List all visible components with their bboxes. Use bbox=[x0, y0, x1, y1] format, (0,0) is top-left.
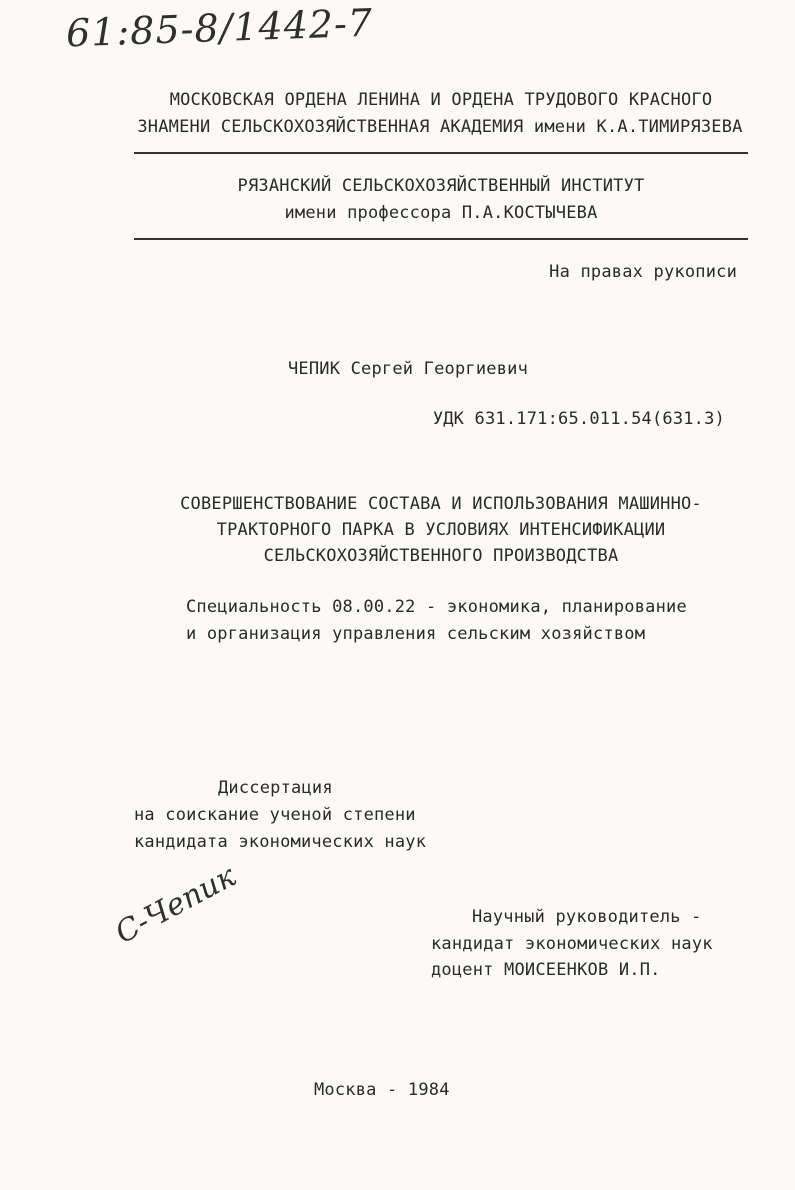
title-line-2: ТРАКТОРНОГО ПАРКА В УСЛОВИЯХ ИНТЕНСИФИКАЦИИ bbox=[216, 520, 666, 540]
archive-code-handwritten: 61:85-8/1442-7 bbox=[65, 0, 374, 56]
title-line-1: СОВЕРШЕНСТВОВАНИЕ СОСТАВА И ИСПОЛЬЗОВАНИЯ МАШИННО- bbox=[180, 494, 702, 514]
dissertation-degree-line-2: кандидата экономических наук bbox=[134, 832, 427, 852]
city-year: Москва - 1984 bbox=[314, 1080, 450, 1100]
academy-line-1: МОСКОВСКАЯ ОРДЕНА ЛЕНИНА И ОРДЕНА ТРУДОВОГО КРАСНОГО bbox=[169, 90, 713, 110]
supervisor-line-3: доцент МОИСЕЕНКОВ И.П. bbox=[431, 960, 661, 980]
header-divider-bottom bbox=[134, 238, 748, 240]
supervisor-line-1: Научный руководитель - bbox=[472, 907, 702, 927]
institute-line-1: РЯЗАНСКИЙ СЕЛЬСКОХОЗЯЙСТВЕННЫЙ ИНСТИТУТ bbox=[237, 176, 645, 196]
author-name: ЧЕПИК Сергей Георгиевич bbox=[288, 359, 529, 379]
specialty-line-2: и организация управления сельским хозяйством bbox=[186, 624, 646, 644]
header-divider-top bbox=[134, 152, 748, 154]
author-signature: С-Чепик bbox=[109, 858, 242, 951]
title-line-3: СЕЛЬСКОХОЗЯЙСТВЕННОГО ПРОИЗВОДСТВА bbox=[263, 546, 619, 566]
supervisor-line-2: кандидат экономических наук bbox=[431, 934, 713, 954]
dissertation-label: Диссертация bbox=[218, 778, 333, 798]
dissertation-degree-line-1: на соискание ученой степени bbox=[134, 805, 416, 825]
manuscript-note: На правах рукописи bbox=[549, 262, 737, 282]
udc-code: УДК 631.171:65.011.54(631.3) bbox=[432, 409, 725, 429]
institute-line-2: имени профессора П.А.КОСТЫЧЕВА bbox=[284, 203, 598, 223]
academy-line-2: ЗНАМЕНИ СЕЛЬСКОХОЗЯЙСТВЕННАЯ АКАДЕМИЯ имени К.А.ТИМИРЯЗЕВА bbox=[137, 117, 743, 137]
specialty-line-1: Специальность 08.00.22 - экономика, планирование bbox=[186, 597, 687, 617]
